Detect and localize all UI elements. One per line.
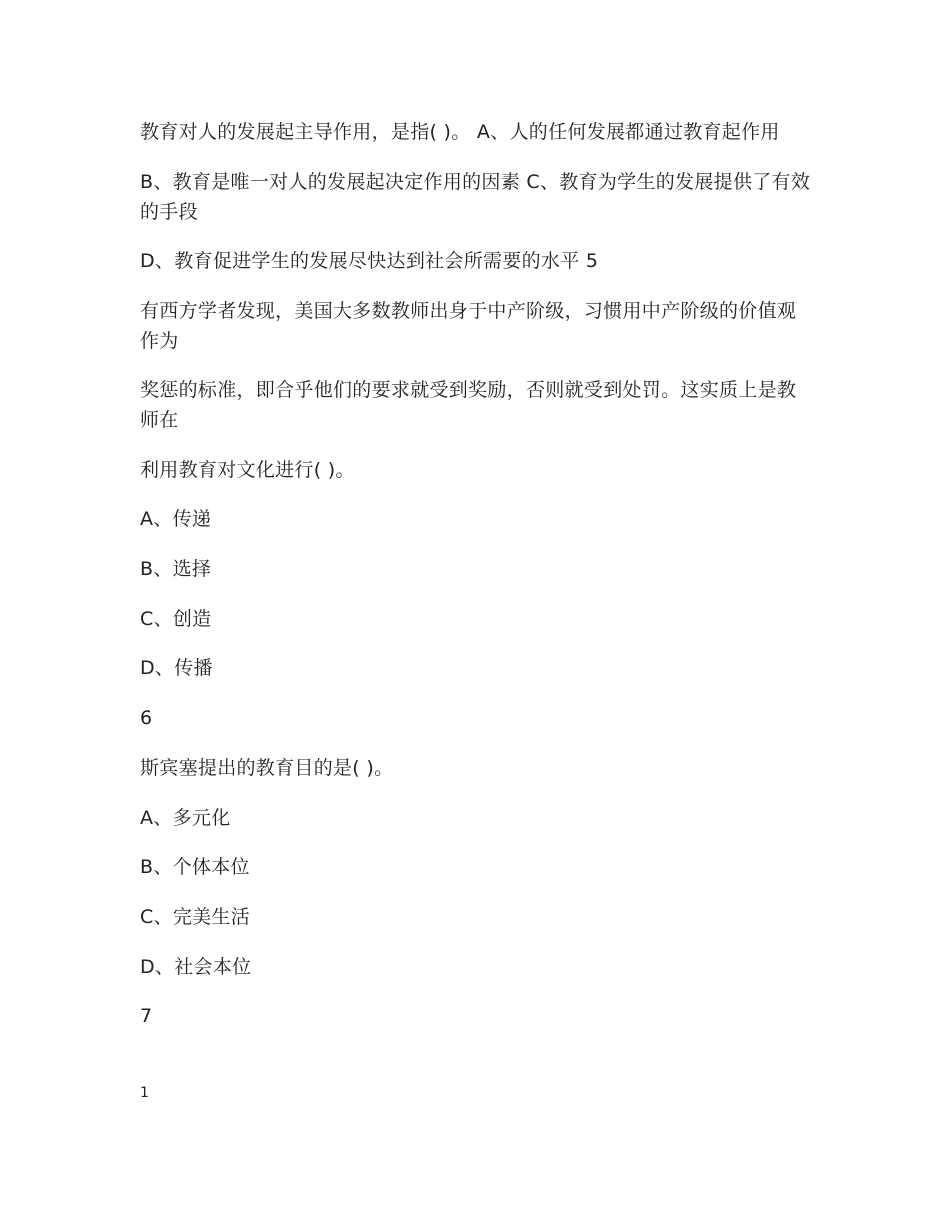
answer-option: A、多元化 bbox=[140, 806, 231, 829]
question-number: 6 bbox=[140, 707, 153, 730]
answer-option: B、个体本位 bbox=[140, 856, 250, 879]
answer-option: A、传递 bbox=[140, 508, 212, 531]
answer-option: B、选择 bbox=[140, 558, 212, 581]
answer-option-with-question-number: D、教育促进学生的发展尽快达到社会所需要的水平 5 bbox=[140, 250, 599, 272]
question-stem: 有西方学者发现，美国大多数教师出身于中产阶级，习惯用中产阶级的价值观作为 bbox=[140, 299, 797, 352]
answer-option: D、传播 bbox=[140, 657, 213, 680]
question-stem-continued: 利用教育对文化进行( )。 bbox=[140, 458, 355, 481]
answer-option: C、完美生活 bbox=[140, 905, 251, 928]
question-stem-continued: 奖惩的标准，即合乎他们的要求就受到奖励，否则就受到处罚。这实质上是教师在 bbox=[140, 379, 797, 432]
answer-option: C、创造 bbox=[140, 607, 212, 630]
page-number: 1 bbox=[140, 1085, 149, 1101]
document-body bbox=[140, 117, 812, 1051]
question-stem: 教育对人的发展起主导作用，是指( )。 A、人的任何发展都通过教育起作用 bbox=[140, 121, 780, 143]
question-number: 7 bbox=[140, 1005, 153, 1028]
question-stem: 斯宾塞提出的教育目的是( )。 bbox=[140, 756, 394, 779]
answer-option: D、社会本位 bbox=[140, 955, 252, 978]
answer-options: B、教育是唯一对人的发展起决定作用的因素 C、教育为学生的发展提供了有效的手段 bbox=[140, 170, 811, 223]
